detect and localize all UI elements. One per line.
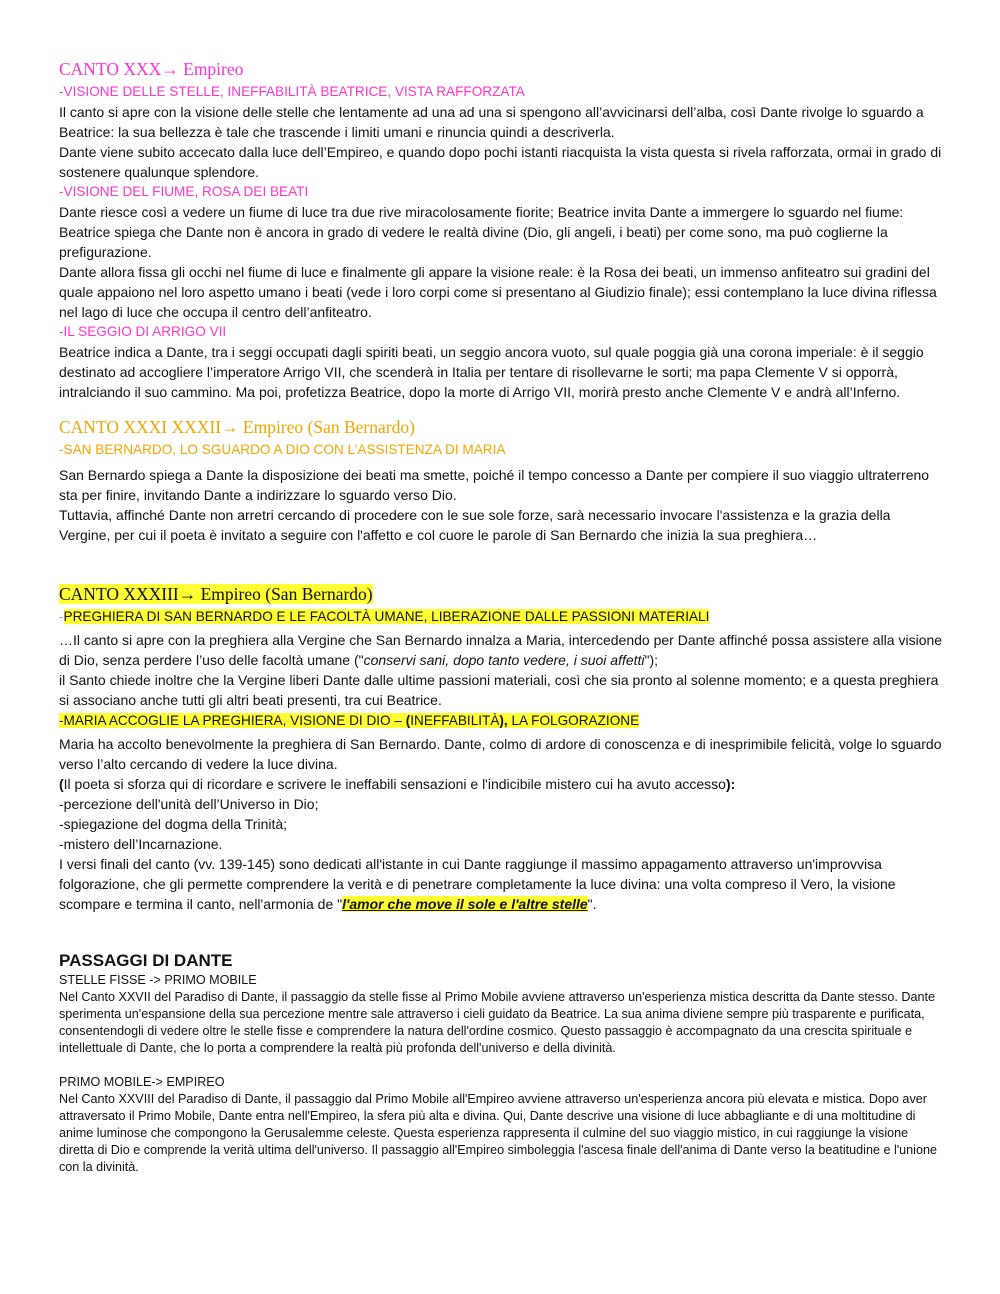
canto-33-heading-2 [59, 711, 944, 731]
canto-30-heading-1: -VISIONE DELLE STELLE, INEFFABILITÀ BEATRICE, VISTA RAFFORZATA [59, 84, 525, 99]
canto-33-paragraph: Maria ha accolto benevolmente la preghiera di San Bernardo. Dante, colmo di ardore di conoscenza e di inesprimibile felicità, volge lo sguardo verso l’alto cercando di vedere la luce divina. [59, 736, 942, 772]
text-run: -MARIA ACCOGLIE LA PREGHIERA, VISIONE DI DIO – [59, 713, 406, 728]
canto-31-32-title: CANTO XXXI XXXII→ Empireo (San Bernardo) [59, 417, 415, 437]
canto-30-heading-3: -IL SEGGIO DI ARRIGO VII [59, 324, 227, 339]
canto-33-heading-1-dash: - [59, 609, 64, 624]
list-item: -mistero dell’Incarnazione. [59, 836, 223, 852]
canto-30-paragraph: Dante viene subito accecato dalla luce dell’Empireo, e quando dopo pochi istanti riacquista la vista questa si rivela rafforzata, ormai in grado di sostenere qualunque splendore. [59, 144, 942, 180]
canto-31-32-section [59, 414, 944, 545]
canto-33-heading-1 [59, 607, 944, 627]
canto-30-heading-2: -VISIONE DEL FIUME, ROSA DEI BEATI [59, 184, 309, 199]
canto-33-paragraph [59, 774, 944, 794]
canto-31-32-paragraph: Tuttavia, affinché Dante non arretri cercando di procedere con le sue sole forze, sarà necessario invocare l'assistenza e la grazia della Vergine, per cui il poeta è invitato a seguire con l'affetto e col cuore le parole di San Bernardo che inizia la sua preghiera… [59, 507, 891, 543]
dante-quote: conservi sani, dopo tanto vedere, i suoi affetti [363, 652, 645, 668]
canto-30-paragraph: Il canto si apre con la visione delle stelle che lentamente ad una ad una si spengono all’avvicinarsi dell’alba, così Dante rivolge lo sguardo a Beatrice: la sua bellezza è tale che trascende i limiti umani e rinuncia quindi a descriverla. [59, 104, 924, 140]
passaggi-paragraph-2: Nel Canto XXVIII del Paradiso di Dante, il passaggio dal Primo Mobile all'Empireo avviene attraverso un'esperienza ancora più elevata e mistica. Dopo aver attraversato il Primo Mobile, Dante entra nell'Empireo, la sfera più alta e divina. Qui, Dante descrive una visione di luce abbagliante e di una moltitudine di anime luminose che compongono la Gerusalemme celeste. Questa esperienza rappresenta il culmine del suo viaggio mistico, in cui raggiunge la visione diretta di Dio e comprende la verità ultima dell'universo. Il passaggio all'Empireo simboleggia l'ascesa finale dell'anima di Dante verso la beatitudine e l'unione con la divinità. [59, 1092, 937, 1174]
passaggi-heading-2: PRIMO MOBILE-> EMPIREO [59, 1075, 225, 1089]
canto-33-section [59, 581, 944, 914]
canto-30-paragraph: Dante allora fissa gli occhi nel fiume di luce e finalmente gli appare la visione reale: è la Rosa dei beati, un immenso anfiteatro sui gradini del quale appaiono nel loro aspetto umano i beati (vede i loro corpi come si presentano al Giudizio finale); essi contemplano la luce divina riflessa nel lago di luce che occupa il centro dell’anfiteatro. [59, 264, 937, 320]
text-run: ". [587, 896, 597, 912]
text-run: ), [499, 713, 508, 728]
canto-30-title: CANTO XXX→ Empireo [59, 59, 244, 79]
document-page [59, 56, 944, 1176]
canto-33-paragraph: il Santo chiede inoltre che la Vergine liberi Dante dalle ultime passioni materiali, così che sia pronto al solenne momento; e a questa preghiera si associano anche tutti gli altri beati presenti, tra cui Beatrice. [59, 672, 939, 708]
canto-30-section [59, 56, 944, 402]
list-item: -spiegazione del dogma della Trinità; [59, 816, 288, 832]
canto-33-title [59, 581, 944, 607]
final-quote: l'amor che move il sole e l'altre stelle [342, 896, 588, 912]
passaggi-heading-1: STELLE FISSE -> PRIMO MOBILE [59, 973, 257, 987]
canto-33-paragraph [59, 854, 944, 914]
canto-33-heading-1-text: PREGHIERA DI SAN BERNARDO E LE FACOLTÀ UMANE, LIBERAZIONE DALLE PASSIONI MATERIALI [63, 609, 710, 624]
text-run: ): [725, 776, 736, 792]
passaggi-section [59, 950, 944, 1176]
passaggi-paragraph-1: Nel Canto XXVII del Paradiso di Dante, il passaggio da stelle fisse al Primo Mobile avviene attraverso un'esperienza mistica descritta da Dante stesso. Dante sperimenta un'espansione della sua percezione mentre sale attraverso i cieli guidato da Beatrice. La sua anima diviene sempre più trasparente e purificata, consentendogli di vedere oltre le stelle fisse e comprendere la natura dell'ordine cosmico. Questo passaggio è accompagnato da una crescita spirituale e intellettuale di Dante, che lo porta a comprendere la realtà più profonda dell'universo e della divinità. [59, 990, 936, 1055]
text-run: Il poeta si sforza qui di ricordare e scrivere le ineffabili sensazioni e l'indicibile mistero cui ha avuto accesso [63, 776, 726, 792]
canto-33-paragraph [59, 630, 944, 670]
passaggi-title: PASSAGGI DI DANTE [59, 951, 233, 970]
text-run: ( [405, 713, 411, 728]
text-run: "); [644, 652, 659, 668]
canto-30-paragraph: Beatrice indica a Dante, tra i seggi occupati dagli spiriti beati, un seggio ancora vuoto, sul quale poggia già una corona imperiale: è il seggio destinato ad accogliere l’imperatore Arrigo VII, che scenderà in Italia per tentare di risollevarne le sorti; ma papa Clemente V si opporrà, intralciando il suo cammino. Ma poi, profetizza Beatrice, dopo la morte di Arrigo VII, morirà presto anche Clemente V e andrà all’Inferno. [59, 344, 924, 400]
canto-31-32-heading: -SAN BERNARDO, LO SGUARDO A DIO CON L’ASSISTENZA DI MARIA [59, 442, 506, 457]
text-run: ( [59, 776, 64, 792]
canto-31-32-paragraph: San Bernardo spiega a Dante la disposizione dei beati ma smette, poiché il tempo concesso a Dante per compiere il suo viaggio ultraterreno sta per finire, invitando Dante a indirizzare lo sguardo verso Dio. [59, 467, 930, 503]
canto-33-title-text: CANTO XXXIII→ Empireo (San Bernardo) [59, 584, 373, 604]
text-run: INEFFABILITÀ [410, 713, 500, 728]
list-item: -percezione dell'unità dell’Universo in Dio; [59, 796, 319, 812]
text-run: I versi finali del canto (vv. 139-145) sono dedicati all'istante in cui Dante raggiunge il massimo appagamento attraverso un'improvvisa folgorazione, che gli permette comprendere la verità e di penetrare completamente la luce divina: una volta compreso il Vero, la visione scompare e termina il canto, nell'armonia de " [59, 856, 896, 912]
text-run: LA FOLGORAZIONE [507, 713, 640, 728]
text-run: …Il canto si apre con la preghiera alla Vergine che San Bernardo innalza a Maria, intercedendo per Dante affinché possa assistere alla visione di Dio, senza perdere l’uso delle facoltà umane (" [59, 632, 943, 668]
canto-30-paragraph: Dante riesce così a vedere un fiume di luce tra due rive miracolosamente fiorite; Beatrice invita Dante a immergere lo sguardo nel fiume: Beatrice spiega che Dante non è ancora in grado di vedere le realtà divine (Dio, gli angeli, i beati) per come sono, ma può coglierne la prefigurazione. [59, 204, 904, 260]
